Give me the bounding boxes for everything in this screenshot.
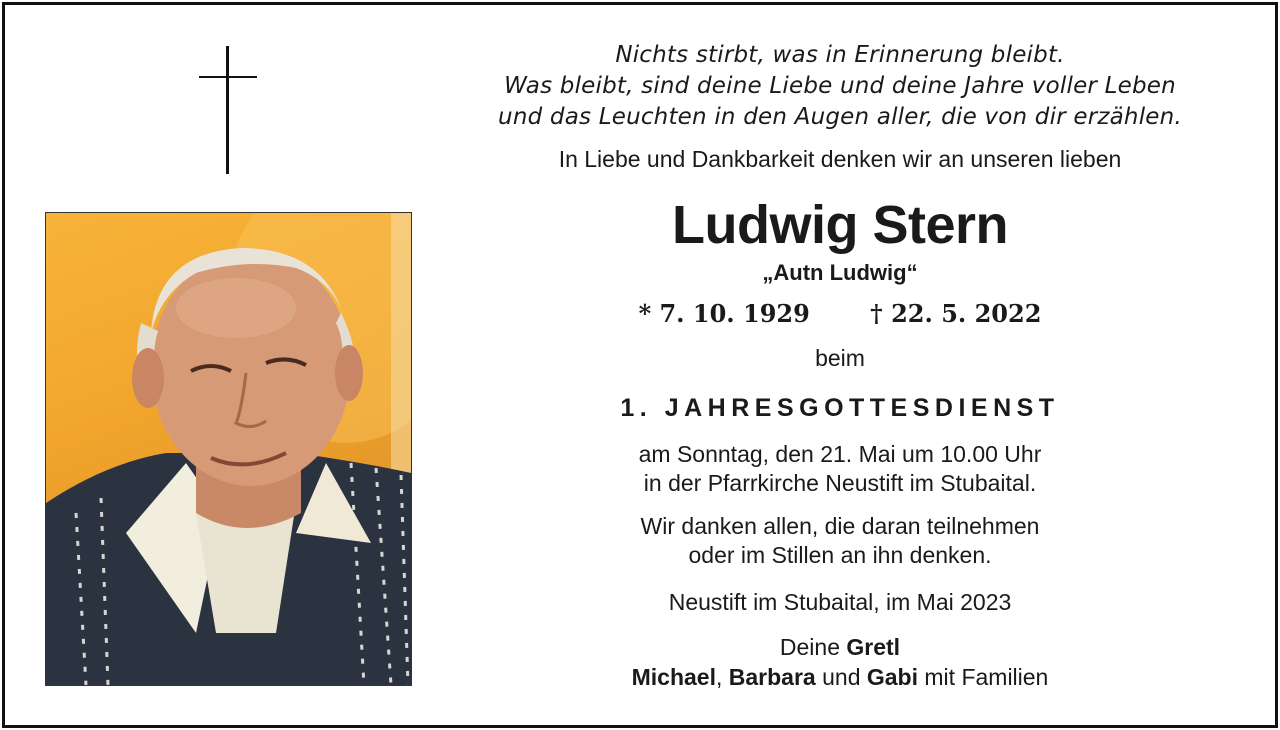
cross-icon [199,46,257,174]
quote-line: Nichts stirbt, was in Erinnerung bleibt. [615,42,1065,68]
death-date: † 22. 5. 2022 [870,299,1042,328]
service-details [480,440,1200,498]
quote-line: Was bleibt, sind deine Liebe und deine Jahre voller Leben [504,73,1176,99]
thanks-line: Wir danken allen, die daran teilnehmen [640,513,1040,539]
service-location: in der Pfarrkirche Neustift im Stubaital. [643,470,1037,496]
thanks-line: oder im Stillen an ihn denken. [688,542,992,568]
service-title: 1. JAHRESGOTTESDIENST [620,394,1060,422]
intro-text: In Liebe und Dankbarkeit denken wir an unseren lieben [558,146,1122,172]
signature-name: Michael [631,664,716,690]
signature-line2 [480,662,1200,692]
signature-line1 [480,632,1200,662]
signature [480,632,1200,692]
signature-name: Barbara [728,664,816,690]
signature-name: Gabi [866,664,918,690]
thanks-text [480,512,1200,570]
signature-name: Gretl [846,634,901,660]
life-dates [480,298,1200,330]
birth-date: * 7. 10. 1929 [638,299,810,328]
service-date: am Sonntag, den 21. Mai um 10.00 Uhr [638,441,1042,467]
signature-prefix: Deine [779,634,847,660]
signature-separator: , [716,664,729,690]
portrait-photo [45,212,412,686]
beim-text: beim [815,345,865,371]
memorial-quote [480,40,1200,133]
signature-suffix: mit Familien [918,664,1049,690]
signature-separator: und [815,664,867,690]
deceased-name: Ludwig Stern [672,195,1008,255]
deceased-nickname: „Autn Ludwig“ [762,260,918,285]
place-date: Neustift im Stubaital, im Mai 2023 [668,589,1012,615]
quote-line: und das Leuchten in den Augen aller, die von dir erzählen. [498,104,1182,130]
